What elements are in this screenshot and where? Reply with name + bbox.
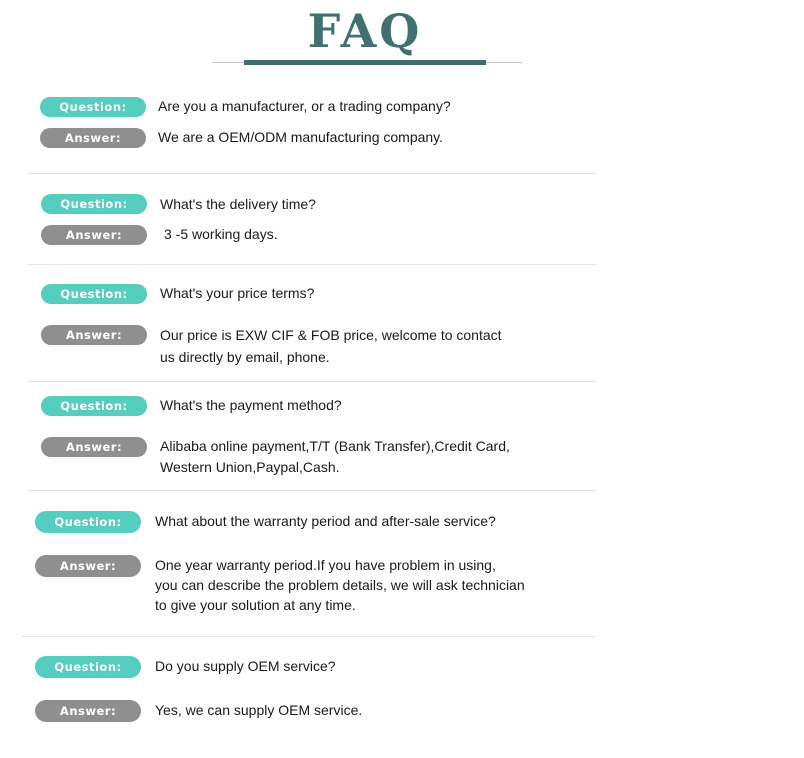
question-badge: Question: (41, 284, 147, 304)
answer-text-line: to give your solution at any time. (155, 597, 356, 613)
answer-text: Yes, we can supply OEM service. (155, 702, 363, 718)
question-badge: Question: (40, 97, 146, 117)
answer-text-line: you can describe the problem details, we will ask technician (155, 577, 525, 593)
faq-separator (22, 636, 596, 637)
answer-badge: Answer: (41, 225, 147, 245)
faq-separator (28, 173, 596, 174)
question-badge: Question: (41, 396, 147, 416)
question-text: What's the payment method? (160, 397, 342, 413)
faq-separator (28, 490, 596, 491)
answer-badge: Answer: (40, 128, 146, 148)
question-text: What's your price terms? (160, 285, 315, 301)
answer-text-line: Western Union,Paypal,Cash. (160, 459, 340, 475)
question-badge: Question: (35, 511, 141, 533)
answer-badge: Answer: (41, 437, 147, 457)
answer-text-line: us directly by email, phone. (160, 349, 330, 365)
question-badge: Question: (35, 656, 141, 678)
answer-text: 3 -5 working days. (164, 226, 278, 242)
answer-badge: Answer: (41, 325, 147, 345)
faq-title: FAQ (307, 4, 423, 58)
answer-text-line: One year warranty period.If you have problem in using, (155, 557, 496, 573)
answer-badge: Answer: (35, 700, 141, 722)
question-text: Do you supply OEM service? (155, 658, 336, 674)
title-underline (244, 60, 486, 65)
answer-text: We are a OEM/ODM manufacturing company. (158, 129, 444, 145)
question-text: Are you a manufacturer, or a trading company? (158, 98, 451, 114)
faq-separator (28, 264, 596, 265)
question-text: What's the delivery time? (160, 196, 316, 212)
answer-text-line: Alibaba online payment,T/T (Bank Transfer),Credit Card, (160, 438, 510, 454)
answer-badge: Answer: (35, 555, 141, 577)
faq-separator (28, 381, 596, 382)
answer-text-line: Our price is EXW CIF & FOB price, welcome to contact (160, 327, 502, 343)
question-text: What about the warranty period and after-sale service? (155, 513, 496, 529)
question-badge: Question: (41, 194, 147, 214)
